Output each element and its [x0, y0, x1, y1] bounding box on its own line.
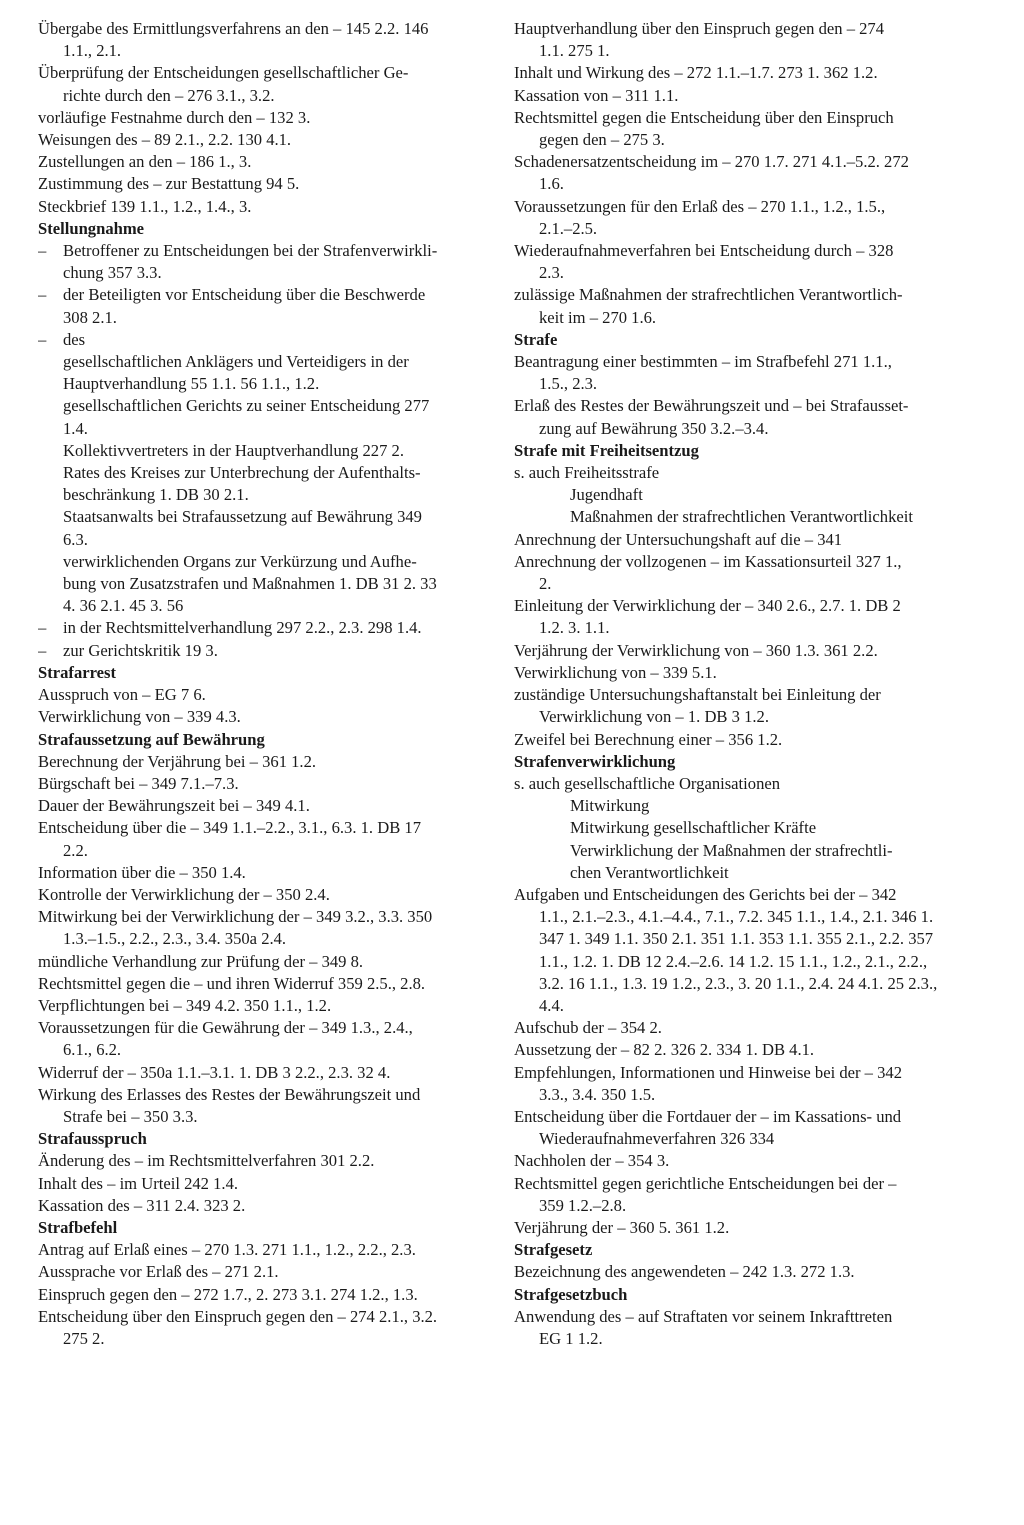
entry-text: mündliche Verhandlung zur Prüfung der – 349 8. — [38, 951, 364, 971]
index-entry — [38, 617, 485, 639]
index-heading — [38, 1128, 485, 1150]
entry-text: Verjährung der Verwirklichung von – 360 1.3. 361 2.2. — [514, 640, 878, 660]
index-entry — [38, 329, 485, 351]
index-entry — [514, 62, 960, 84]
entry-text: Dauer der Bewährungszeit bei – 349 4.1. — [38, 796, 310, 816]
entry-text: s. auch gesellschaftliche Organisationen — [514, 773, 781, 793]
index-entry — [514, 995, 960, 1017]
index-entry — [38, 173, 485, 195]
index-entry — [514, 1084, 960, 1106]
entry-text: Strafausspruch — [38, 1129, 147, 1149]
entry-text: Verwirklichung von – 1. DB 3 1.2. — [539, 707, 769, 727]
index-entry — [514, 173, 960, 195]
entry-text: Antrag auf Erlaß eines – 270 1.3. 271 1.1., 1.2., 2.2., 2.3. — [38, 1240, 416, 1260]
entry-text: Aufschub der – 354 2. — [514, 1018, 662, 1038]
entry-text: Aussetzung der – 82 2. 326 2. 334 1. DB 4.1. — [514, 1040, 815, 1060]
entry-text: Entscheidung über die Fortdauer der – im Kassations- und — [514, 1106, 902, 1126]
entry-text: Staatsanwalts bei Strafaussetzung auf Bewährung 349 — [63, 507, 422, 527]
index-entry — [38, 1062, 485, 1084]
index-entry — [38, 395, 485, 417]
entry-text: 1.5., 2.3. — [539, 374, 598, 394]
index-entry — [38, 284, 485, 306]
index-entry — [38, 129, 485, 151]
entry-text: Erlaß des Restes der Bewährungszeit und – bei Strafausset- — [514, 396, 909, 416]
entry-text: 6.1., 6.2. — [63, 1040, 122, 1060]
entry-text: Verjährung der – 360 5. 361 1.2. — [514, 1217, 730, 1237]
entry-text: keit im – 270 1.6. — [539, 307, 657, 327]
index-entry — [38, 773, 485, 795]
index-entry — [38, 573, 485, 595]
index-entry — [514, 1261, 960, 1283]
entry-text: 1.4. — [63, 418, 88, 438]
index-entry — [38, 817, 485, 839]
entry-text: 2.2. — [63, 840, 88, 860]
index-entry — [514, 1306, 960, 1328]
index-entry — [514, 307, 960, 329]
entry-text: Kassation des – 311 2.4. 323 2. — [38, 1195, 246, 1215]
index-entry — [38, 18, 485, 40]
index-entry — [38, 418, 485, 440]
entry-text: Mitwirkung gesellschaftlicher Kräfte — [570, 818, 817, 838]
entry-text: Stellungnahme — [38, 218, 145, 238]
index-entry — [514, 729, 960, 751]
entry-text: Voraussetzungen für die Gewährung der – 349 1.3., 2.4., — [38, 1018, 413, 1038]
entry-text: zung auf Bewährung 350 3.2.–3.4. — [539, 418, 769, 438]
index-entry — [514, 1039, 960, 1061]
index-entry — [514, 284, 960, 306]
entry-text: richte durch den – 276 3.1., 3.2. — [63, 85, 275, 105]
entry-text: 1.1. 275 1. — [539, 41, 610, 61]
entry-text: 275 2. — [63, 1328, 105, 1348]
index-entry — [514, 795, 960, 817]
entry-text: Information über die – 350 1.4. — [38, 862, 246, 882]
entry-text: 308 2.1. — [63, 307, 117, 327]
entry-text: Übergabe des Ermittlungsverfahrens an den – 145 2.2. 146 — [38, 19, 429, 38]
entry-text: Beantragung einer bestimmten – im Strafbefehl 271 1.1., — [514, 352, 892, 372]
index-entry — [38, 640, 485, 662]
index-entry — [38, 751, 485, 773]
entry-text: Änderung des – im Rechtsmittelverfahren 301 2.2. — [38, 1151, 375, 1171]
entry-text: zur Gerichtskritik 19 3. — [63, 640, 218, 660]
index-entry — [38, 1195, 485, 1217]
entry-text: Hauptverhandlung über den Einspruch gegen den – 274 — [514, 19, 885, 38]
index-entry — [514, 18, 960, 40]
entry-text: Betroffener zu Entscheidungen bei der Strafenverwirkli- — [63, 241, 438, 261]
entry-text: chen Verantwortlichkeit — [570, 862, 729, 882]
index-entry — [514, 462, 960, 484]
index-entry — [514, 373, 960, 395]
entry-text: Strafarrest — [38, 662, 117, 682]
index-entry — [38, 973, 485, 995]
index-entry — [38, 196, 485, 218]
entry-text: Strafgesetz — [514, 1240, 593, 1260]
entry-text: Verwirklichung von – 339 5.1. — [514, 662, 717, 682]
index-entry — [38, 351, 485, 373]
entry-text: 4.4. — [539, 995, 564, 1015]
entry-text: 1.6. — [539, 174, 564, 194]
index-entry — [38, 1239, 485, 1261]
index-entry — [514, 884, 960, 906]
entry-text: chung 357 3.3. — [63, 263, 162, 283]
entry-text: Strafenverwirklichung — [514, 751, 676, 771]
entry-text: Strafe — [514, 329, 558, 349]
entry-text: 3.3., 3.4. 350 1.5. — [539, 1084, 656, 1104]
entry-text: Rechtsmittel gegen die Entscheidung über den Einspruch — [514, 107, 894, 127]
index-entry — [514, 85, 960, 107]
entry-text: 1.1., 1.2. 1. DB 12 2.4.–2.6. 14 1.2. 15 1.1., 1.2., 2.1., 2.2., — [539, 951, 928, 971]
index-entry — [38, 262, 485, 284]
entry-text: Anrechnung der vollzogenen – im Kassationsurteil 327 1., — [514, 551, 902, 571]
index-entry — [514, 107, 960, 129]
index-entry — [514, 196, 960, 218]
index-entry — [38, 551, 485, 573]
entry-text: Bezeichnung des angewendeten – 242 1.3. 272 1.3. — [514, 1262, 855, 1282]
index-entry — [514, 595, 960, 617]
entry-text: Entscheidung über den Einspruch gegen den – 274 2.1., 3.2. — [38, 1306, 438, 1326]
entry-text: bung von Zusatzstrafen und Maßnahmen 1. DB 31 2. 33 — [63, 574, 437, 594]
entry-text: Schadenersatzentscheidung im – 270 1.7. 271 4.1.–5.2. 272 — [514, 152, 909, 172]
index-entry — [514, 529, 960, 551]
entry-text: Einleitung der Verwirklichung der – 340 2.6., 2.7. 1. DB 2 — [514, 596, 901, 616]
index-entry — [514, 151, 960, 173]
index-entry — [38, 529, 485, 551]
index-entry — [514, 218, 960, 240]
entry-text: 2.3. — [539, 263, 564, 283]
entry-text: Anrechnung der Untersuchungshaft auf die – 341 — [514, 529, 843, 549]
entry-text: der Beteiligten vor Entscheidung über die Beschwerde — [63, 285, 426, 305]
entry-dash: – — [38, 329, 47, 349]
index-entry — [38, 995, 485, 1017]
entry-text: 1.1., 2.1. — [63, 41, 122, 61]
entry-text: Bürgschaft bei – 349 7.1.–7.3. — [38, 773, 239, 793]
index-entry — [514, 1195, 960, 1217]
index-entry — [514, 684, 960, 706]
entry-text: Entscheidung über die – 349 1.1.–2.2., 3.1., 6.3. 1. DB 17 — [38, 818, 422, 838]
index-entry — [38, 928, 485, 950]
index-entry — [38, 1084, 485, 1106]
index-entry — [514, 1106, 960, 1128]
index-entry — [514, 240, 960, 262]
entry-text: Strafgesetzbuch — [514, 1284, 628, 1304]
right-column — [514, 18, 960, 1350]
entry-text: Verwirklichung von – 339 4.3. — [38, 707, 241, 727]
index-entry — [514, 706, 960, 728]
index-heading — [514, 751, 960, 773]
entry-text: Rechtsmittel gegen die – und ihren Widerruf 359 2.5., 2.8. — [38, 973, 426, 993]
entry-text: Weisungen des – 89 2.1., 2.2. 130 4.1. — [38, 130, 292, 150]
index-entry — [514, 973, 960, 995]
index-entry — [38, 1328, 485, 1350]
entry-text: 2. — [539, 574, 552, 594]
entry-text: zuständige Untersuchungshaftanstalt bei Einleitung der — [514, 685, 881, 705]
entry-text: Zustimmung des – zur Bestattung 94 5. — [38, 174, 300, 194]
index-entry — [514, 506, 960, 528]
index-heading — [38, 729, 485, 751]
entry-text: Strafe bei – 350 3.3. — [63, 1106, 198, 1126]
entry-text: Mitwirkung bei der Verwirklichung der – 349 3.2., 3.3. 350 — [38, 907, 433, 927]
entry-text: 1.3.–1.5., 2.2., 2.3., 3.4. 350a 2.4. — [63, 929, 287, 949]
index-entry — [38, 85, 485, 107]
index-entry — [514, 1150, 960, 1172]
entry-text: verwirklichenden Organs zur Verkürzung und Aufhe- — [63, 551, 417, 571]
entry-text: beschränkung 1. DB 30 2.1. — [63, 485, 249, 505]
index-entry — [514, 1217, 960, 1239]
entry-text: Inhalt des – im Urteil 242 1.4. — [38, 1173, 239, 1193]
index-entry — [514, 1328, 960, 1350]
index-heading — [514, 329, 960, 351]
entry-text: Steckbrief 139 1.1., 1.2., 1.4., 3. — [38, 196, 252, 216]
index-entry — [38, 706, 485, 728]
entry-text: Zustellungen an den – 186 1., 3. — [38, 152, 252, 172]
index-entry — [38, 840, 485, 862]
entry-text: 347 1. 349 1.1. 350 2.1. 351 1.1. 353 1.1. 355 2.1., 2.2. 357 — [539, 929, 934, 949]
entry-text: Rates des Kreises zur Unterbrechung der Aufenthalts- — [63, 463, 421, 483]
entry-text: Verwirklichung der Maßnahmen der strafrechtli- — [570, 840, 893, 860]
entry-dash: – — [38, 640, 47, 660]
index-heading — [514, 1284, 960, 1306]
index-heading — [38, 1217, 485, 1239]
index-entry — [514, 1173, 960, 1195]
index-entry — [514, 928, 960, 950]
entry-text: 6.3. — [63, 529, 88, 549]
index-entry — [514, 1017, 960, 1039]
entry-text: Berechnung der Verjährung bei – 361 1.2. — [38, 751, 317, 771]
index-entry — [514, 840, 960, 862]
entry-text: s. auch Freiheitsstrafe — [514, 463, 660, 483]
entry-text: Empfehlungen, Informationen und Hinweise bei der – 342 — [514, 1062, 903, 1082]
index-entry — [38, 107, 485, 129]
index-entry — [38, 862, 485, 884]
index-entry — [38, 506, 485, 528]
index-entry — [38, 40, 485, 62]
entry-text: Aufgaben und Entscheidungen des Gerichts bei der – 342 — [514, 884, 897, 904]
index-entry — [38, 1261, 485, 1283]
entry-text: 4. 36 2.1. 45 3. 56 — [63, 596, 184, 616]
index-heading — [38, 662, 485, 684]
index-entry — [514, 484, 960, 506]
entry-text: Zweifel bei Berechnung einer – 356 1.2. — [514, 729, 783, 749]
entry-dash: – — [38, 618, 47, 638]
index-entry — [514, 773, 960, 795]
entry-text: Voraussetzungen für den Erlaß des – 270 1.1., 1.2., 1.5., — [514, 196, 886, 216]
index-entry — [38, 373, 485, 395]
entry-text: Überprüfung der Entscheidungen gesellschaftlicher Ge- — [38, 63, 409, 83]
index-entry — [38, 795, 485, 817]
entry-text: Strafe mit Freiheitsentzug — [514, 440, 699, 460]
index-entry — [38, 62, 485, 84]
index-entry — [38, 595, 485, 617]
index-entry — [38, 1106, 485, 1128]
index-entry — [514, 262, 960, 284]
index-entry — [38, 1284, 485, 1306]
index-entry — [514, 862, 960, 884]
index-entry — [514, 551, 960, 573]
index-entry — [514, 129, 960, 151]
index-entry — [514, 951, 960, 973]
entry-text: Widerruf der – 350a 1.1.–3.1. 1. DB 3 2.2., 2.3. 32 4. — [38, 1062, 391, 1082]
index-entry — [38, 1306, 485, 1328]
entry-text: EG 1 1.2. — [539, 1328, 603, 1348]
entry-text: Nachholen der – 354 3. — [514, 1151, 670, 1171]
entry-text: Aussprache vor Erlaß des – 271 2.1. — [38, 1262, 279, 1282]
entry-text: Kollektivvertreters in der Hauptverhandlung 227 2. — [63, 440, 404, 460]
index-entry — [38, 440, 485, 462]
index-entry — [38, 151, 485, 173]
index-entry — [38, 684, 485, 706]
index-entry — [514, 40, 960, 62]
index-entry — [514, 617, 960, 639]
index-entry — [38, 307, 485, 329]
index-entry — [38, 484, 485, 506]
index-entry — [514, 573, 960, 595]
entry-text: Inhalt und Wirkung des – 272 1.1.–1.7. 273 1. 362 1.2. — [514, 63, 878, 83]
index-entry — [38, 1173, 485, 1195]
entry-text: gesellschaftlichen Gerichts zu seiner Entscheidung 277 — [63, 396, 430, 416]
entry-text: Strafaussetzung auf Bewährung — [38, 729, 265, 749]
index-heading — [514, 440, 960, 462]
index-entry — [38, 1150, 485, 1172]
entry-text: Wiederaufnahmeverfahren 326 334 — [539, 1129, 775, 1149]
index-entry — [514, 906, 960, 928]
index-entry — [38, 906, 485, 928]
index-entry — [38, 462, 485, 484]
index-entry — [38, 240, 485, 262]
index-heading — [514, 1239, 960, 1261]
index-entry — [38, 951, 485, 973]
entry-text: Anwendung des – auf Straftaten vor seinem Inkrafttreten — [514, 1306, 893, 1326]
entry-text: gesellschaftlichen Anklägers und Verteidigers in der — [63, 352, 409, 372]
index-heading — [38, 218, 485, 240]
index-entry — [514, 1062, 960, 1084]
entry-text: gegen den – 275 3. — [539, 130, 665, 150]
left-column — [38, 18, 485, 1350]
entry-text: Kontrolle der Verwirklichung der – 350 2.4. — [38, 884, 330, 904]
entry-text: Ausspruch von – EG 7 6. — [38, 685, 206, 705]
index-entry — [514, 640, 960, 662]
entry-text: Mitwirkung — [570, 796, 650, 816]
entry-text: Verpflichtungen bei – 349 4.2. 350 1.1., 1.2. — [38, 995, 332, 1015]
index-entry — [514, 395, 960, 417]
entry-text: Jugendhaft — [570, 485, 643, 505]
entry-dash: – — [38, 285, 47, 305]
entry-text: Einspruch gegen den – 272 1.7., 2. 273 3.1. 274 1.2., 1.3. — [38, 1284, 418, 1304]
entry-text: in der Rechtsmittelverhandlung 297 2.2., 2.3. 298 1.4. — [63, 618, 422, 638]
entry-text: Rechtsmittel gegen gerichtliche Entscheidungen bei der – — [514, 1173, 897, 1193]
entry-text: vorläufige Festnahme durch den – 132 3. — [38, 107, 311, 127]
index-entry — [38, 884, 485, 906]
entry-text: des — [63, 329, 86, 349]
index-entry — [514, 418, 960, 440]
entry-dash: – — [38, 241, 47, 261]
index-entry — [514, 1128, 960, 1150]
index-entry — [38, 1017, 485, 1039]
index-entry — [514, 351, 960, 373]
index-entry — [38, 1039, 485, 1061]
entry-text: 1.1., 2.1.–2.3., 4.1.–4.4., 7.1., 7.2. 345 1.1., 1.4., 2.1. 346 1. — [539, 907, 934, 927]
entry-text: Strafbefehl — [38, 1217, 118, 1237]
entry-text: Kassation von – 311 1.1. — [514, 85, 679, 105]
entry-text: 2.1.–2.5. — [539, 218, 598, 238]
entry-text: 359 1.2.–2.8. — [539, 1195, 627, 1215]
entry-text: zulässige Maßnahmen der strafrechtlichen Verantwortlich- — [514, 285, 903, 305]
entry-text: Maßnahmen der strafrechtlichen Verantwortlichkeit — [570, 507, 913, 527]
index-entry — [514, 662, 960, 684]
entry-text: 3.2. 16 1.1., 1.3. 19 1.2., 2.3., 3. 20 1.1., 2.4. 24 4.1. 25 2.3., — [539, 973, 938, 993]
entry-text: 1.2. 3. 1.1. — [539, 618, 610, 638]
entry-text: Hauptverhandlung 55 1.1. 56 1.1., 1.2. — [63, 374, 320, 394]
entry-text: Wirkung des Erlasses des Restes der Bewährungszeit und — [38, 1084, 421, 1104]
index-entry — [514, 817, 960, 839]
entry-text: Wiederaufnahmeverfahren bei Entscheidung durch – 328 — [514, 241, 894, 261]
